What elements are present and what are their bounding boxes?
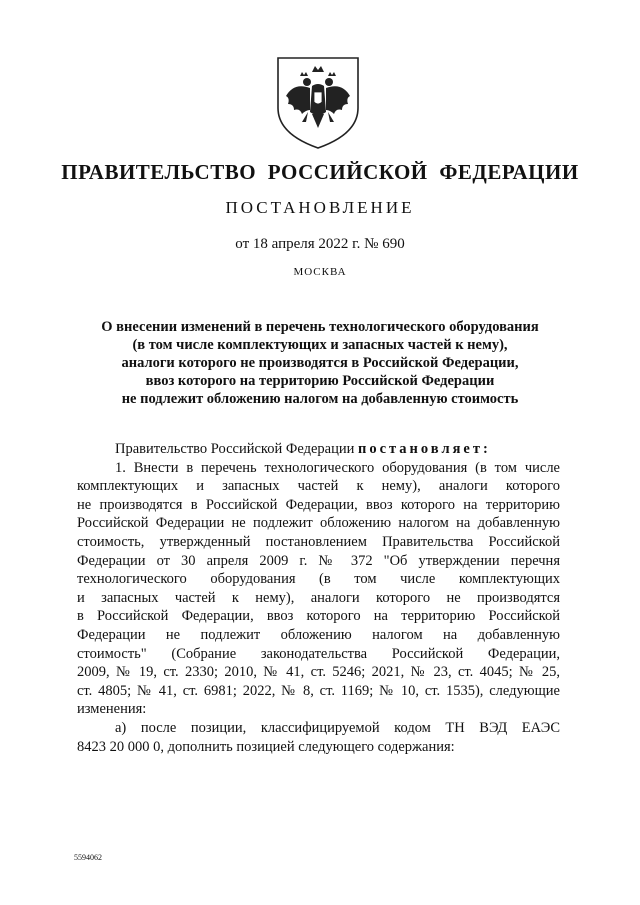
paragraph-line: 1. Внести в перечень технологического оборудования (в том числе xyxy=(115,459,560,476)
subject-line: не подлежит обложению налогом на добавленную стоимость xyxy=(121,391,519,407)
document-subject xyxy=(60,318,580,408)
paragraph-line: Российской Федерации не подлежит обложению налогом на добавленную xyxy=(77,515,560,532)
paragraph-line: ст. 4805; № 41, ст. 6981; 2022, № 8, ст. 1169; № 10, ст. 1535), следующие xyxy=(77,682,560,699)
preamble-verb: постановляет: xyxy=(357,441,491,457)
paragraph-line: изменения: xyxy=(77,701,147,718)
paragraph-line: и запасных частей к нему), аналоги которого не производятся xyxy=(77,589,560,606)
state-emblem-icon xyxy=(272,52,364,152)
preamble-lead: Правительство Российской Федерации xyxy=(115,441,355,457)
paragraph-line: Федерации от 30 апреля 2009 г. № 372 "Об утверждении перечня xyxy=(77,552,560,569)
document-type: ПОСТАНОВЛЕНИЕ xyxy=(225,198,415,217)
document-date-number: от 18 апреля 2022 г. № 690 xyxy=(235,236,405,252)
document-city: МОСКВА xyxy=(293,266,347,278)
paragraph-line: стоимость, утвержденный постановлением Правительства Российской xyxy=(77,533,560,550)
paragraph-line: технологического оборудования (в том числе комплектующих xyxy=(77,571,560,588)
paragraph-line: 2009, № 19, ст. 2330; 2010, № 41, ст. 5246; 2021, № 23, ст. 4045; № 25, xyxy=(77,664,560,681)
government-title: ПРАВИТЕЛЬСТВО РОССИЙСКОЙ ФЕДЕРАЦИИ xyxy=(61,160,579,184)
subject-line: (в том числе комплектующих и запасных частей к нему), xyxy=(132,337,508,353)
item-a-line: 8423 20 000 0, дополнить позицией следующего содержания: xyxy=(77,738,455,755)
preamble xyxy=(77,440,560,459)
subject-line: ввоз которого на территорию Российской Федерации xyxy=(145,373,495,389)
subject-line: аналоги которого не производятся в Российской Федерации, xyxy=(121,355,519,371)
footer-code: 5594062 xyxy=(74,853,102,862)
item-a-line: а) после позиции, классифицируемой кодом ТН ВЭД ЕАЭС xyxy=(115,719,560,736)
paragraph-line: комплектующих и запасных частей к нему), аналоги которого xyxy=(77,478,560,495)
paragraph-line: не производятся в Российской Федерации, ввоз которого на территорию xyxy=(77,496,560,513)
paragraph-line: стоимость" (Собрание законодательства Российской Федерации, xyxy=(77,645,560,662)
paragraph-line: Федерации не подлежит обложению налогом на добавленную xyxy=(77,626,560,643)
document-body xyxy=(77,440,560,756)
paragraph-line: в Российской Федерации, ввоз которого на территорию Российской xyxy=(77,608,560,625)
subject-line: О внесении изменений в перечень технологического оборудования xyxy=(101,319,539,335)
